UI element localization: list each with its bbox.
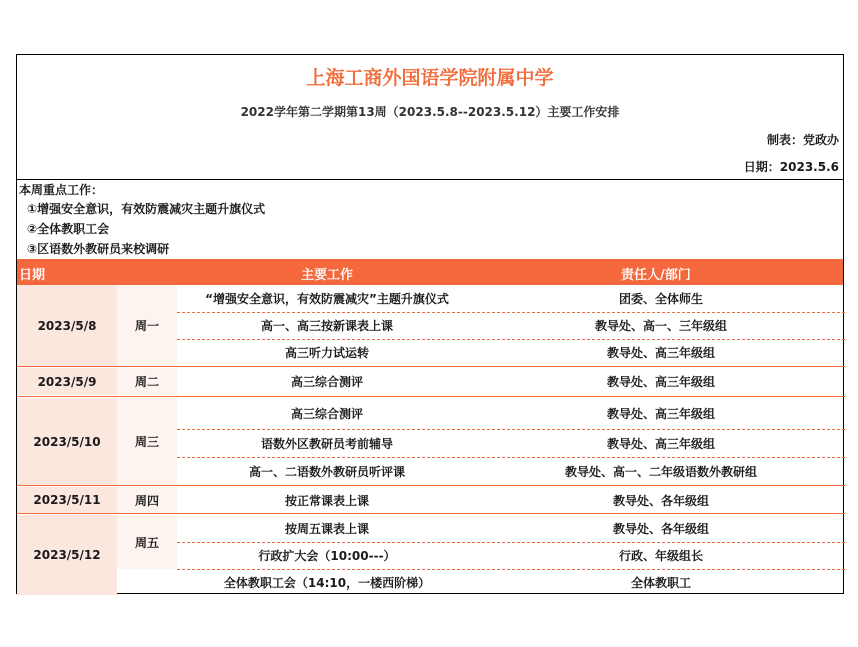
schedule-sheet	[16, 54, 844, 594]
work-cell: 语数外区教研员考前辅导	[260, 436, 393, 451]
group-divider	[17, 485, 845, 486]
resp-cell: 教导处、高三年级组	[606, 407, 715, 421]
date-cell: 2023/5/12	[17, 515, 117, 595]
column-header-date: 日期	[19, 268, 46, 283]
resp-cell: 教导处、高三年级组	[606, 346, 715, 360]
column-header-work: 主要工作	[301, 268, 354, 283]
work-cell: 按周五课表上课	[284, 522, 369, 536]
work-cell: 高三综合测评	[290, 375, 363, 389]
weekday-cell: 周一	[117, 285, 177, 366]
weekday-cell: 周四	[117, 487, 177, 513]
focus-item: ②全体教职工会	[27, 222, 110, 236]
date-cell: 2023/5/11	[17, 487, 117, 513]
resp-cell: 全体教职工	[630, 575, 691, 590]
resp-cell: 教导处、高一、二年级语数外教研组	[564, 464, 757, 479]
weekly-focus	[17, 179, 843, 259]
focus-heading: 本周重点工作：	[19, 183, 104, 197]
resp-cell: 教导处、高三年级组	[606, 436, 715, 451]
resp-cell: 教导处、各年级组	[612, 522, 709, 536]
resp-cell: 团委、全体师生	[618, 292, 703, 306]
resp-cell: 教导处、高一、三年级组	[594, 319, 727, 333]
date-cell: 2023/5/10	[17, 398, 117, 485]
table-header	[17, 259, 843, 285]
column-header-resp: 责任人/部门	[621, 268, 691, 283]
weekday-cell: 周五	[117, 515, 177, 569]
resp-cell: 教导处、高三年级组	[606, 375, 715, 389]
work-cell: 高三听力试运转	[284, 346, 369, 360]
focus-item: ①增强安全意识，有效防震减灾主题升旗仪式	[27, 202, 266, 216]
focus-item: ③区语数外教研员来校调研	[27, 242, 170, 256]
group-divider	[17, 513, 845, 514]
school-title: 上海工商外国语学院附属中学	[306, 67, 554, 89]
work-cell: 按正常课表上课	[284, 493, 369, 508]
work-cell: 全体教职工会（14:10，一楼西阶梯）	[223, 575, 431, 590]
date-cell: 2023/5/8	[17, 285, 117, 366]
work-cell: 高三综合测评	[290, 407, 363, 421]
work-cell: “增强安全意识，有效防震减灾”主题升旗仪式	[205, 292, 449, 306]
schedule-subtitle: 2022学年第二学期第13周（2023.5.8--2023.5.12）主要工作安排	[240, 105, 620, 119]
work-cell: 高一、二语数外教研员听评课	[248, 464, 405, 479]
work-cell: 高一、高三按新课表上课	[260, 319, 393, 333]
weekday-cell: 周二	[117, 368, 177, 395]
date-label: 日期：2023.5.6	[743, 160, 839, 174]
work-cell: 行政扩大会（10:00---）	[258, 549, 396, 563]
resp-cell: 行政、年级组长	[618, 549, 703, 563]
group-divider	[17, 396, 845, 397]
maker-label: 制表：党政办	[766, 133, 839, 147]
group-divider	[17, 366, 845, 367]
resp-cell: 教导处、各年级组	[612, 493, 709, 508]
date-cell: 2023/5/9	[17, 368, 117, 395]
weekday-cell: 周三	[117, 398, 177, 485]
